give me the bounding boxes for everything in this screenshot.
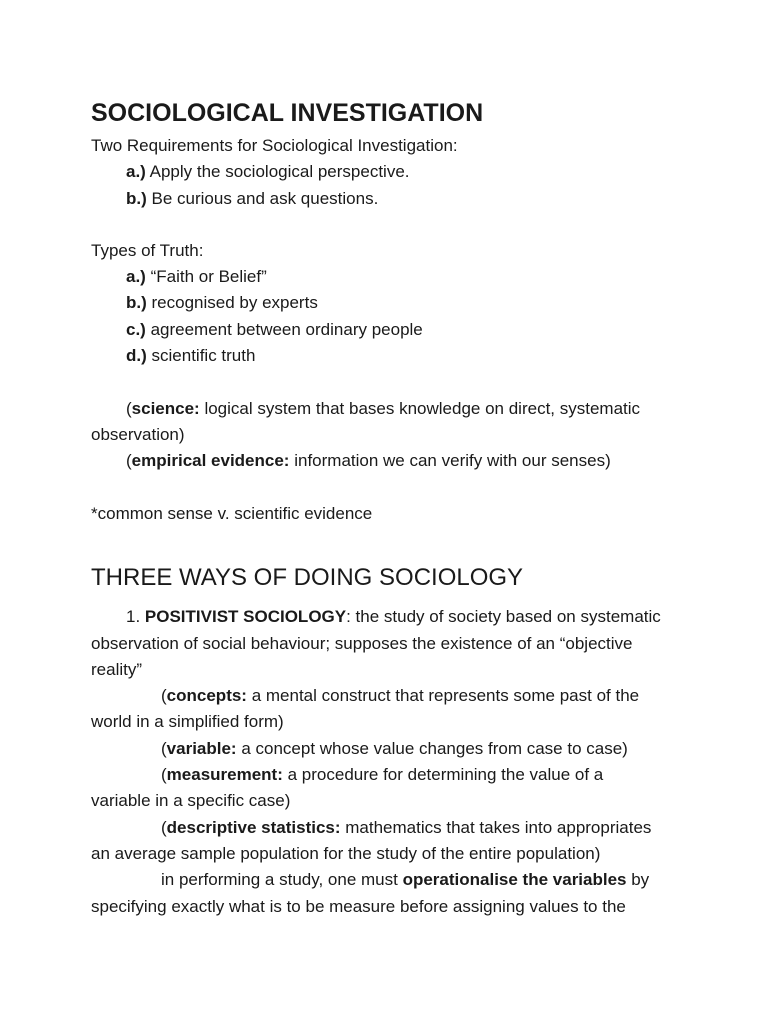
paren: ( <box>126 451 132 470</box>
definition-science-cont: observation) <box>91 425 185 444</box>
definition-measurement-cont: variable in a specific case) <box>91 791 291 810</box>
list-item <box>126 346 255 366</box>
positivist-definition <box>126 607 661 627</box>
definition-term: measurement: <box>166 765 283 784</box>
definition-variable <box>161 739 628 759</box>
list-item <box>126 320 423 340</box>
list-item <box>126 189 378 209</box>
definition-science <box>126 399 640 419</box>
definition-text: information we can verify with our senses) <box>289 451 611 470</box>
list-label: a.) <box>126 162 146 181</box>
definition-term: descriptive statistics: <box>166 818 341 837</box>
paren: ( <box>126 399 132 418</box>
definition-term: variable: <box>166 739 237 758</box>
list-item <box>126 162 410 182</box>
page-title: SOCIOLOGICAL INVESTIGATION <box>91 99 484 127</box>
section-title: THREE WAYS OF DOING SOCIOLOGY <box>91 564 524 591</box>
paren: ( <box>161 739 167 758</box>
definition-term: concepts: <box>166 686 247 705</box>
operationalise-cont: specifying exactly what is to be measure before assigning values to the <box>91 897 626 916</box>
list-label: c.) <box>126 320 146 339</box>
list-text: “Faith or Belief” <box>145 267 267 286</box>
paragraph-text: by <box>626 870 650 889</box>
definition-text: a mental construct that represents some past of the <box>246 686 640 705</box>
list-label: d.) <box>126 346 147 365</box>
list-item <box>126 267 267 287</box>
list-text: Apply the sociological perspective. <box>145 162 410 181</box>
paren: ( <box>161 818 167 837</box>
definition-term: science: <box>131 399 200 418</box>
definition-text: a concept whose value changes from case to case) <box>236 739 628 758</box>
list-text: agreement between ordinary people <box>145 320 423 339</box>
paren: ( <box>161 765 167 784</box>
positivist-cont: observation of social behaviour; supposes the existence of an “objective <box>91 634 633 653</box>
truth-intro: Types of Truth: <box>91 241 204 260</box>
list-label: b.) <box>126 189 147 208</box>
requirements-intro: Two Requirements for Sociological Investigation: <box>91 136 458 155</box>
item-number: 1. <box>126 607 145 626</box>
definition-measurement <box>161 765 603 785</box>
list-label: a.) <box>126 267 146 286</box>
list-label: b.) <box>126 293 147 312</box>
definition-concepts <box>161 686 639 706</box>
definition-concepts-cont: world in a simplified form) <box>91 712 284 731</box>
list-text: Be curious and ask questions. <box>146 189 379 208</box>
definition-text: a procedure for determining the value of a <box>282 765 604 784</box>
list-text: scientific truth <box>146 346 256 365</box>
key-term: operationalise the variables <box>402 870 627 889</box>
definition-descriptive <box>161 818 651 838</box>
definition-empirical <box>126 451 611 471</box>
list-text: recognised by experts <box>146 293 318 312</box>
list-item <box>126 293 318 313</box>
definition-text: : the study of society based on systematic <box>346 607 661 626</box>
definition-text: mathematics that takes into appropriates <box>340 818 652 837</box>
definition-term: empirical evidence: <box>131 451 290 470</box>
definition-descriptive-cont: an average sample population for the study of the entire population) <box>91 844 601 863</box>
definition-term: POSITIVIST SOCIOLOGY <box>144 607 347 626</box>
positivist-cont: reality” <box>91 660 143 679</box>
paragraph-text: in performing a study, one must <box>161 870 403 889</box>
definition-text: logical system that bases knowledge on direct, systematic <box>199 399 641 418</box>
operationalise-paragraph <box>161 870 649 890</box>
note: *common sense v. scientific evidence <box>91 504 373 523</box>
paren: ( <box>161 686 167 705</box>
